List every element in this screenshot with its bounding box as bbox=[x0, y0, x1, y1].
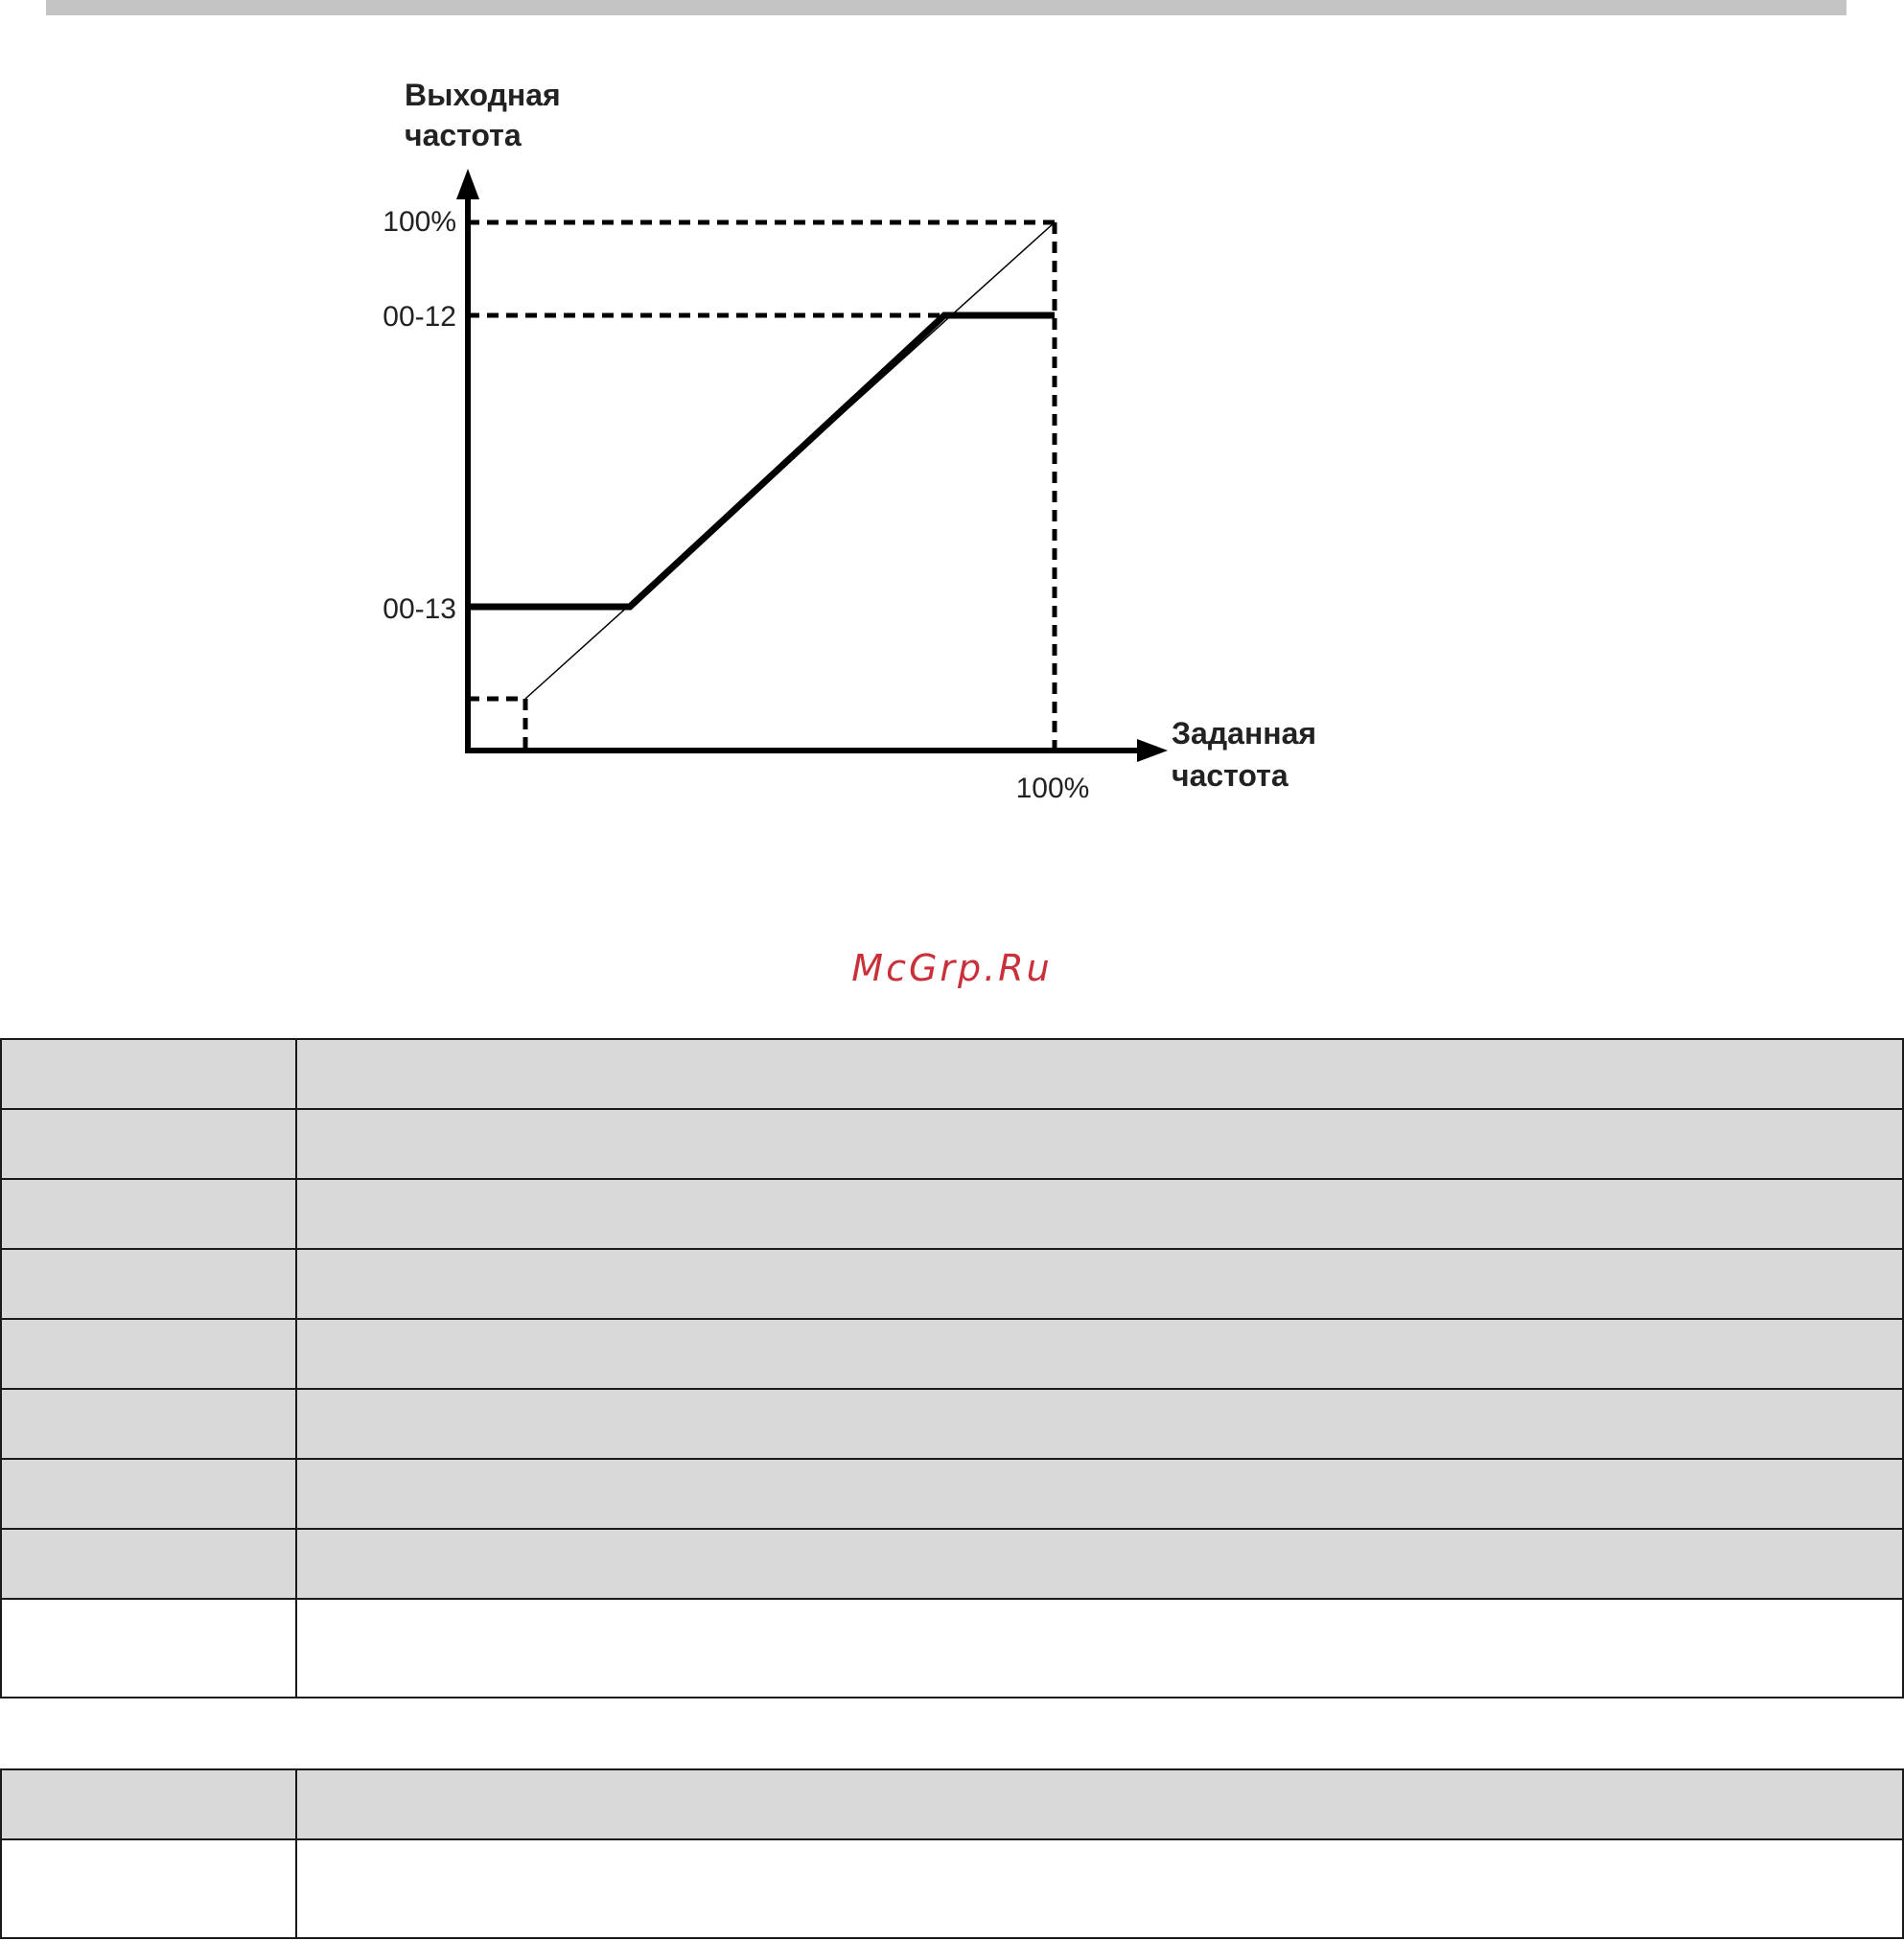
table-cell bbox=[1, 1839, 296, 1938]
frequency-limit-chart bbox=[0, 0, 1904, 863]
table-cell bbox=[296, 1599, 1903, 1698]
table-cell bbox=[296, 1109, 1903, 1179]
table-cell bbox=[1, 1109, 296, 1179]
table-cell bbox=[296, 1179, 1903, 1249]
table-row bbox=[1, 1839, 1903, 1938]
table-row bbox=[1, 1249, 1903, 1319]
table-cell bbox=[296, 1839, 1903, 1938]
table-row bbox=[1, 1039, 1903, 1109]
y-tick-100: 100% bbox=[383, 206, 456, 238]
y-axis-arrow bbox=[456, 169, 479, 199]
table-row bbox=[1, 1769, 1903, 1839]
table-row bbox=[1, 1529, 1903, 1599]
watermark: McGrp.Ru bbox=[851, 947, 1053, 989]
y-tick-00-13: 00-13 bbox=[383, 593, 456, 625]
table-cell bbox=[1, 1249, 296, 1319]
parameter-table-2 bbox=[0, 1768, 1904, 1939]
table-cell bbox=[1, 1389, 296, 1459]
table-cell bbox=[1, 1599, 296, 1698]
parameter-table-1 bbox=[0, 1038, 1904, 1698]
table-cell bbox=[296, 1319, 1903, 1389]
table-row bbox=[1, 1179, 1903, 1249]
x-axis-label-line2: частота bbox=[1172, 758, 1289, 793]
table-cell bbox=[1, 1039, 296, 1109]
x-axis-label-line1: Заданная bbox=[1172, 716, 1317, 751]
x-axis-arrow bbox=[1137, 739, 1168, 762]
y-axis-label-line2: частота bbox=[405, 118, 522, 152]
table-cell bbox=[1, 1319, 296, 1389]
frequency-limit-figure bbox=[0, 0, 1904, 863]
output-frequency-line bbox=[468, 315, 1055, 607]
table-cell bbox=[296, 1769, 1903, 1839]
table-row bbox=[1, 1459, 1903, 1529]
table-row bbox=[1, 1599, 1903, 1698]
table-cell bbox=[296, 1389, 1903, 1459]
table-cell bbox=[1, 1179, 296, 1249]
table-cell bbox=[1, 1529, 296, 1599]
table-cell bbox=[296, 1249, 1903, 1319]
table-row bbox=[1, 1109, 1903, 1179]
table-cell bbox=[1, 1459, 296, 1529]
x-tick-100: 100% bbox=[1015, 773, 1090, 804]
table-cell bbox=[1, 1769, 296, 1839]
table-row bbox=[1, 1389, 1903, 1459]
table-cell bbox=[296, 1529, 1903, 1599]
table-row bbox=[1, 1319, 1903, 1389]
table-cell bbox=[296, 1039, 1903, 1109]
y-axis-label-line1: Выходная bbox=[405, 78, 561, 112]
table-cell bbox=[296, 1459, 1903, 1529]
y-tick-00-12: 00-12 bbox=[383, 301, 456, 333]
